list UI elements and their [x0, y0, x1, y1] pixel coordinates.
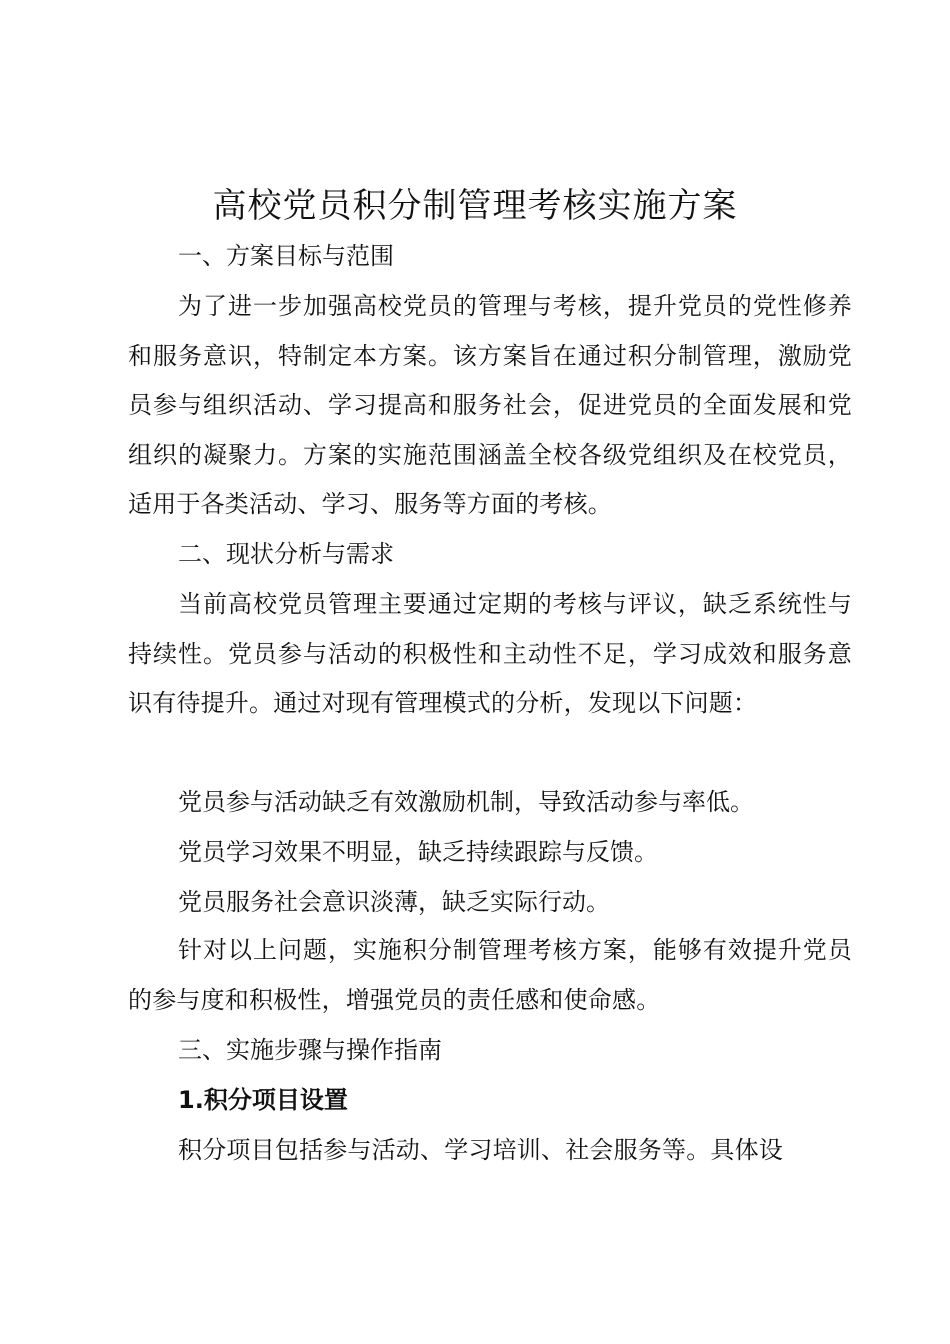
- issue-item: 党员服务社会意识淡薄，缺乏实际行动。: [178, 888, 610, 916]
- issue-item: 党员参与活动缺乏有效激励机制，导致活动参与率低。: [178, 788, 754, 816]
- paragraph-points: 积分项目包括参与活动、学习培训、社会服务等。具体设: [178, 1136, 783, 1164]
- subsection-heading-points: 1.积分项目设置: [178, 1086, 348, 1114]
- paragraph-goals: 为了进一步加强高校党员的管理与考核，提升党员的党性修养和服务意识，特制定本方案。该方案旨在通过积分制管理，激励党员参与组织活动、学习提高和服务社会，促进党员的全面发展和党组织的凝聚力。方案的实施范围涵盖全校各级党组织及在校党员， 适用于各类活动、学习、服务等方面的考核。: [128, 292, 852, 518]
- paragraph-conclusion: 针对以上问题，实施积分制管理考核方案，能够有效提升党员的参与度和积极性，增强党员的责任感和使命感。: [128, 936, 852, 1014]
- section-heading-goals: 一、方案目标与范围: [178, 242, 394, 270]
- section-heading-steps: 三、实施步骤与操作指南: [178, 1036, 442, 1064]
- document-title: 高校党员积分制管理考核实施方案: [212, 186, 738, 226]
- section-heading-analysis: 二、现状分析与需求: [178, 540, 394, 568]
- issue-item: 党员学习效果不明显，缺乏持续跟踪与反馈。: [178, 838, 658, 866]
- paragraph-analysis: 当前高校党员管理主要通过定期的考核与评议，缺乏系统性与持续性。党员参与活动的积极性和主动性不足，学习成效和服务意识有待提升。通过对现有管理模式的分析，发现以下问题：: [128, 590, 852, 717]
